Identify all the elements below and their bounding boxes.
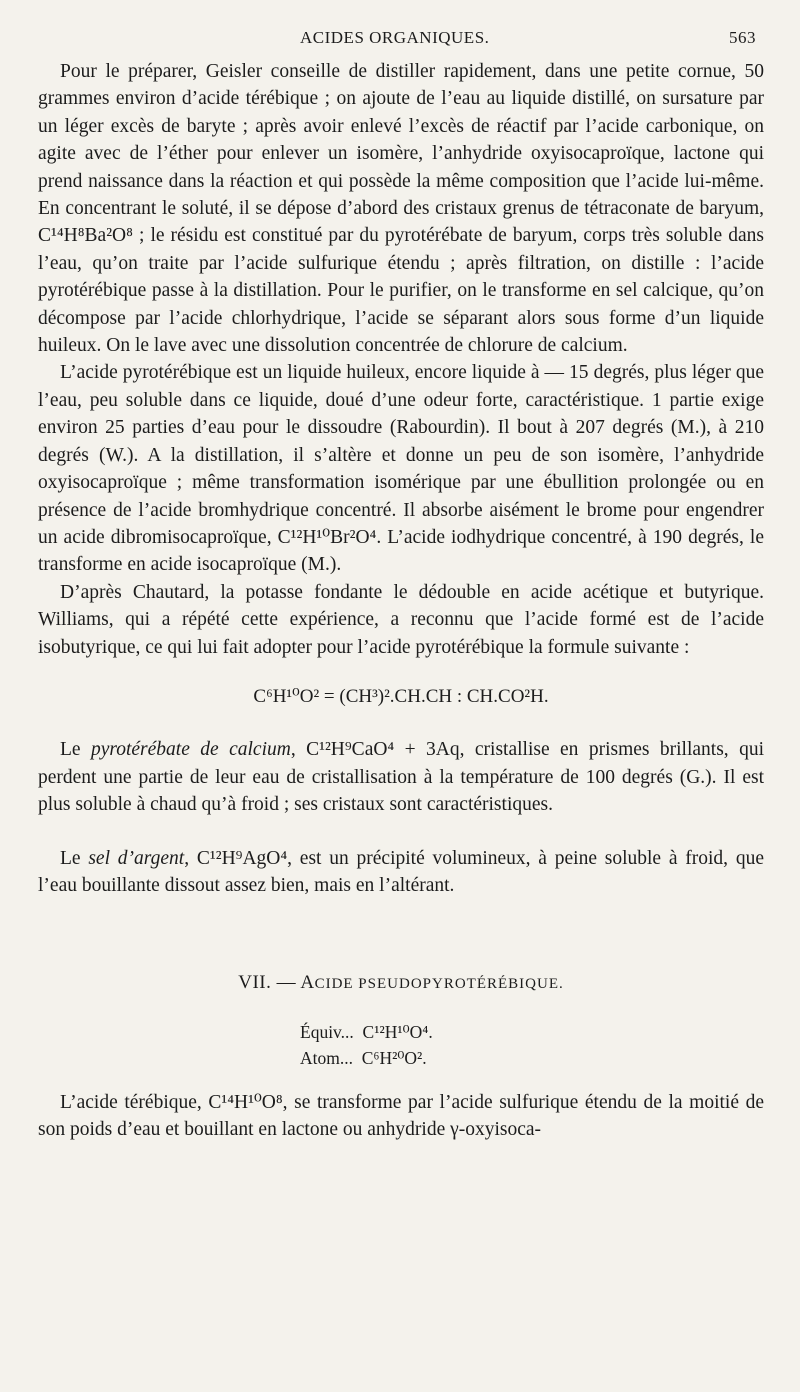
calcium-rest: , C¹²H⁹CaO⁴ + 3Aq, cristallise en prismes brillants, qui perdent une partie de leur eau de cristallisation à la température de 100 degrés (G.). Il est plus soluble à chaud qu’à froid ; ses cristaux sont caractéristiques. — [38, 739, 764, 816]
running-title: ACIDES ORGANIQUES. — [300, 28, 490, 47]
formula-table — [300, 1019, 764, 1071]
page-number: 563 — [729, 28, 756, 47]
paragraph-silver-salt — [38, 845, 764, 900]
structural-formula: C⁶H¹⁰O² = (CH³)².CH.CH : CH.CO²H. — [253, 685, 549, 707]
equiv-line: Équiv... C¹²H¹⁰O⁴. — [300, 1021, 433, 1042]
section-number: VII. — — [238, 972, 301, 994]
calcium-term: pyrotérébate de calcium — [90, 739, 291, 761]
section-heading — [38, 969, 764, 998]
paragraph-calcium-salt — [38, 736, 764, 818]
atom-line: Atom... C⁶H²⁰O². — [300, 1047, 427, 1068]
calcium-lead: Le — [60, 739, 91, 761]
argent-lead: Le — [60, 847, 89, 869]
paragraph-chautard: D’après Chautard, la potasse fondante le dédouble en acide acétique et butyrique. Williams, qui a répété cette expérience, a reconnu que l’acide formé est de l’acide isobutyrique, ce qui lui fait adopter pour l’acide pyrotérébique la formule suivante : — [38, 581, 764, 658]
argent-rest: , C¹²H⁹AgO⁴, est un précipité volumineux, à peine soluble à froid, que l’eau bouillante dissout assez bien, mais en l’altérant. — [38, 847, 764, 896]
section-title-rest: CIDE PSEUDOPYROTÉRÉBIQUE. — [314, 976, 564, 993]
paragraph-preparation: Pour le préparer, Geisler conseille de distiller rapidement, dans une petite cornue, 50 grammes environ d’acide térébique ; on ajoute de l’eau au liquide distillé, on sursature par un léger excès de baryte ; après avoir enlevé l’excès de réactif par l’acide carbonique, on agite avec de l’éther pour enlever un isomère, l’anhydride oxyisocaproïque, lactone qui prend naissance dans la réaction et qui possède la même composition que l’acide lui-même. En concentrant le soluté, il se dépose d’abord des cristaux grenus de tétraconate de baryum, C¹⁴H⁸Ba²O⁸ ; le résidu est constitué par du pyrotérébate de baryum, corps très soluble dans l’eau, qu’on traite par l’acide sulfurique étendu ; après filtration, on distille : l’acide pyrotérébique passe à la distillation. Pour le purifier, on le transforme en sel calcique, qu’on décompose par l’acide chlorhydrique, l’acide se séparant alors sous forme d’un liquide huileux. On le lave avec une dissolution concentrée de chlorure de calcium. — [38, 61, 764, 357]
paragraph-properties: L’acide pyrotérébique est un liquide huileux, encore liquide à — 15 degrés, plus léger que l’eau, peu soluble dans ce liquide, doué d’une odeur forte, caractéristique. 1 partie exige environ 25 parties d’eau pour le dissoudre (Rabourdin). Il bout à 207 degrés (M.), à 210 degrés (W.). A la distillation, il s’altère et donne un peu de son isomère, l’anhydride oxyisocaproïque ; même transformation isomérique par une ébullition prolongée ou en présence de l’acide bromhydrique concentré. Il absorbe aisément le brome pour engendrer un acide dibromisocaproïque, C¹²H¹⁰Br²O⁴. L’acide iodhydrique concentré, à 190 degrés, le transforme en acide isocaproïque (M.). — [38, 362, 764, 576]
argent-term: sel d’argent — [88, 847, 185, 869]
paragraph-terebique: L’acide térébique, C¹⁴H¹⁰O⁸, se transforme par l’acide sulfurique étendu de la moitié de son poids d’eau et bouillant en lactone ou anhydride γ-oxyisoca- — [38, 1091, 764, 1141]
page-header — [0, 28, 800, 54]
section-title-initial: A — [300, 972, 315, 994]
page-body — [38, 58, 764, 1144]
